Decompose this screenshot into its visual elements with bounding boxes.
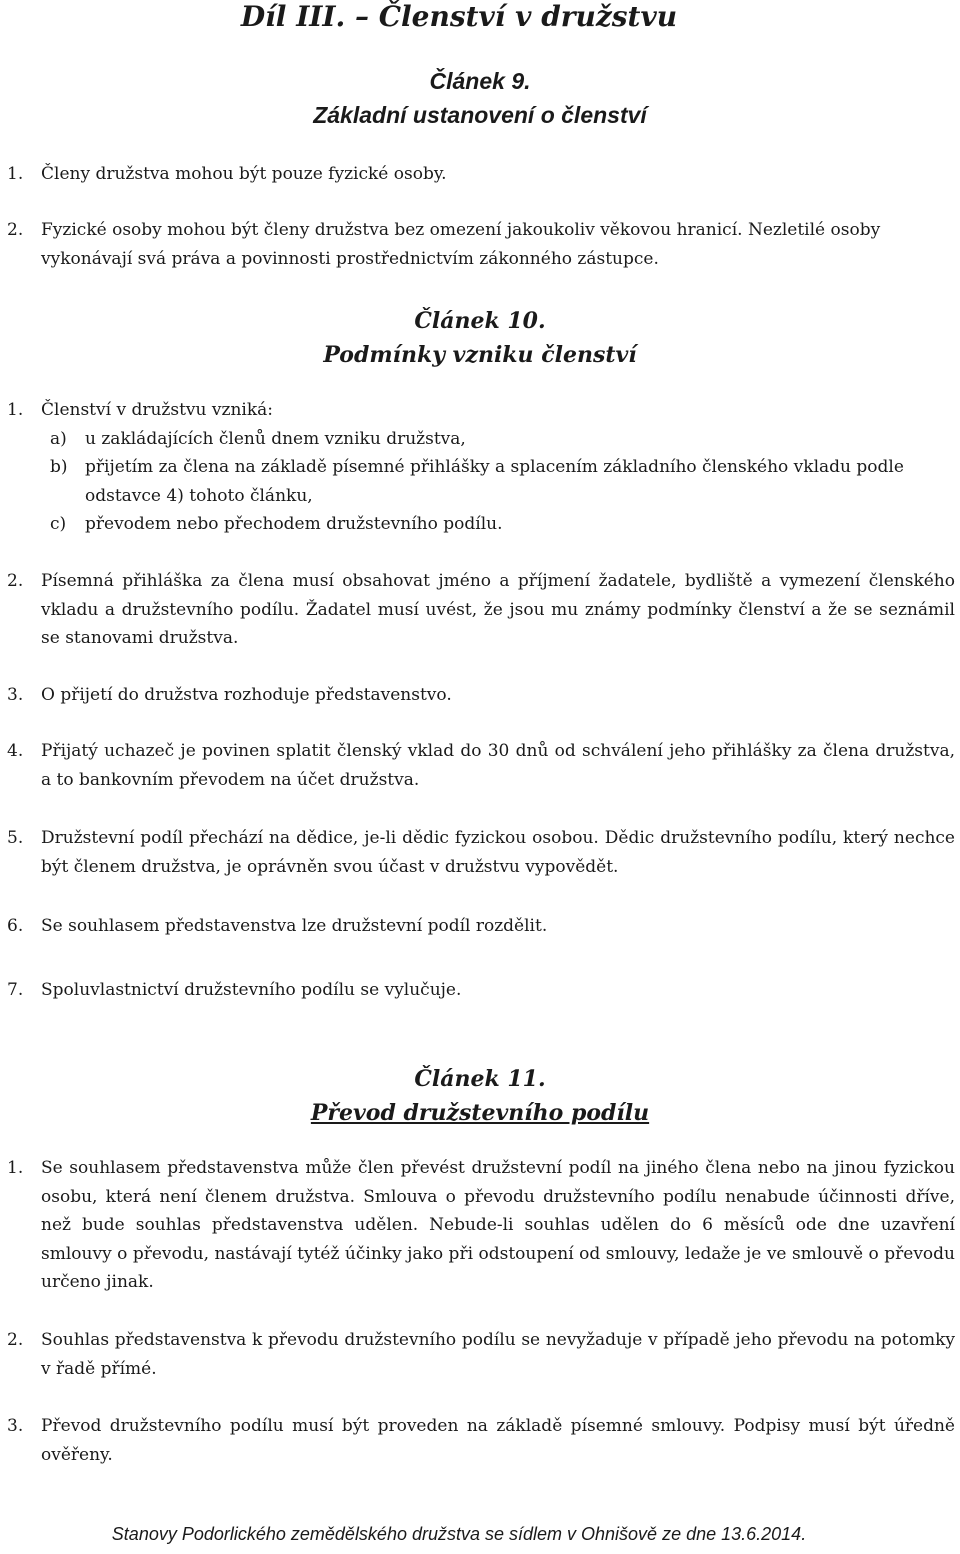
subitem-a: [50, 425, 955, 454]
item-number: 2.: [7, 1330, 24, 1350]
article-10-item-3: [7, 681, 955, 710]
subitem-label: c): [50, 514, 67, 534]
page-footer: Stanovy Podorlického zemědělského družstva se sídlem v Ohnišově ze dne 13.6.2014.: [111, 1524, 807, 1544]
item-number: 4.: [7, 741, 24, 761]
item-text: Fyzické osoby mohou být členy družstva bez omezení jakoukoliv věkovou hranicí. Nezletilé osoby vykonávají svá práva a povinnosti prostřednictvím zákonného zástupce.: [41, 220, 881, 269]
subitem-text: u zakládajících členů dnem vzniku družstva,: [85, 428, 466, 449]
item-text: Spoluvlastnictví družstevního podílu se vylučuje.: [41, 980, 462, 1000]
item-text: Písemná přihláška za člena musí obsahovat jméno a příjmení žadatele, bydliště a vymezení členského vkladu a družstevního podílu. Žadatel musí uvést, že jsou mu známy podmínky členství a že se seznámil se stanovami družstva.: [41, 571, 955, 648]
article-10-item-1: [7, 396, 955, 539]
subitem-text: přijetím za člena na základě písemné přihlášky a splacením základního členského vkladu podle odstavce 4) tohoto článku,: [85, 457, 904, 506]
part-title: Díl III. – Členství v družstvu: [240, 0, 678, 33]
article-10-heading: [0, 304, 960, 372]
subitem-c: [50, 510, 955, 539]
article-10-title: Článek 10.: [414, 308, 546, 334]
article-9-subtitle: Základní ustanovení o členství: [313, 102, 647, 128]
article-9-heading: [0, 64, 960, 132]
item-text: Členy družstva mohou být pouze fyzické osoby.: [41, 164, 447, 184]
item-number: 2.: [7, 571, 24, 591]
article-11-subtitle: Převod družstevního podílu: [310, 1100, 650, 1126]
article-10-subtitle: Podmínky vzniku členství: [323, 342, 637, 368]
item-number: 6.: [7, 916, 24, 936]
item-text: Se souhlasem představenstva lze družstevní podíl rozdělit.: [41, 916, 548, 936]
item-number: 5.: [7, 828, 24, 848]
item-number: 3.: [7, 1416, 24, 1436]
item-text: Převod družstevního podílu musí být proveden na základě písemné smlouvy. Podpisy musí být úředně ověřeny.: [41, 1416, 955, 1465]
item-number: 7.: [7, 980, 24, 1000]
article-11-item-2: [7, 1326, 955, 1383]
item-text: O přijetí do družstva rozhoduje představenstvo.: [41, 685, 452, 705]
item-number: 3.: [7, 685, 24, 705]
article-10-item-4: [7, 737, 955, 794]
subitem-label: b): [50, 457, 68, 477]
article-11-item-3: [7, 1412, 955, 1469]
article-11-item-1: [7, 1154, 955, 1297]
subitem-text: převodem nebo přechodem družstevního podílu.: [85, 514, 503, 534]
item-number: 1.: [7, 164, 24, 184]
article-10-item-6: [7, 912, 955, 941]
article-9-item-2: [7, 216, 955, 273]
subitem-list: [50, 425, 955, 539]
item-text: Členství v družstvu vzniká:: [41, 400, 273, 420]
article-11-title: Článek 11.: [414, 1066, 546, 1092]
item-text: Družstevní podíl přechází na dědice, je-li dědic fyzickou osobou. Dědic družstevního podílu, který nechce být členem družstva, je oprávněn svou účast v družstvu vypovědět.: [41, 828, 955, 877]
item-number: 2.: [7, 220, 24, 240]
item-number: 1.: [7, 1158, 24, 1178]
article-10-item-2: [7, 567, 955, 653]
item-text: Přijatý uchazeč je povinen splatit členský vklad do 30 dnů od schválení jeho přihlášky za člena družstva, a to bankovním převodem na účet družstva.: [41, 741, 955, 790]
item-number: 1.: [7, 400, 24, 420]
article-10-item-7: [7, 976, 955, 1005]
item-text: Souhlas představenstva k převodu družstevního podílu se nevyžaduje v případě jeho převodu na potomky v řadě přímé.: [41, 1330, 955, 1379]
article-9-item-1: [7, 160, 955, 189]
article-9-title: Článek 9.: [429, 68, 531, 94]
item-text: Se souhlasem představenstva může člen převést družstevní podíl na jiného člena nebo na jinou fyzickou osobu, která není členem družstva. Smlouva o převodu družstevního podílu nenabude účinnosti dříve, než bude souhlas představenstva udělen. Nebude-li souhlas udělen do 6 měsíců ode dne uzavření smlouvy o převodu, nastávají tytéž účinky jako při odstoupení od smlouvy, ledaže je ve smlouvě o převodu určeno jinak.: [41, 1158, 955, 1292]
article-10-item-5: [7, 824, 955, 881]
article-11-heading: [0, 1062, 960, 1130]
subitem-label: a): [50, 428, 67, 449]
subitem-b: [50, 453, 955, 510]
